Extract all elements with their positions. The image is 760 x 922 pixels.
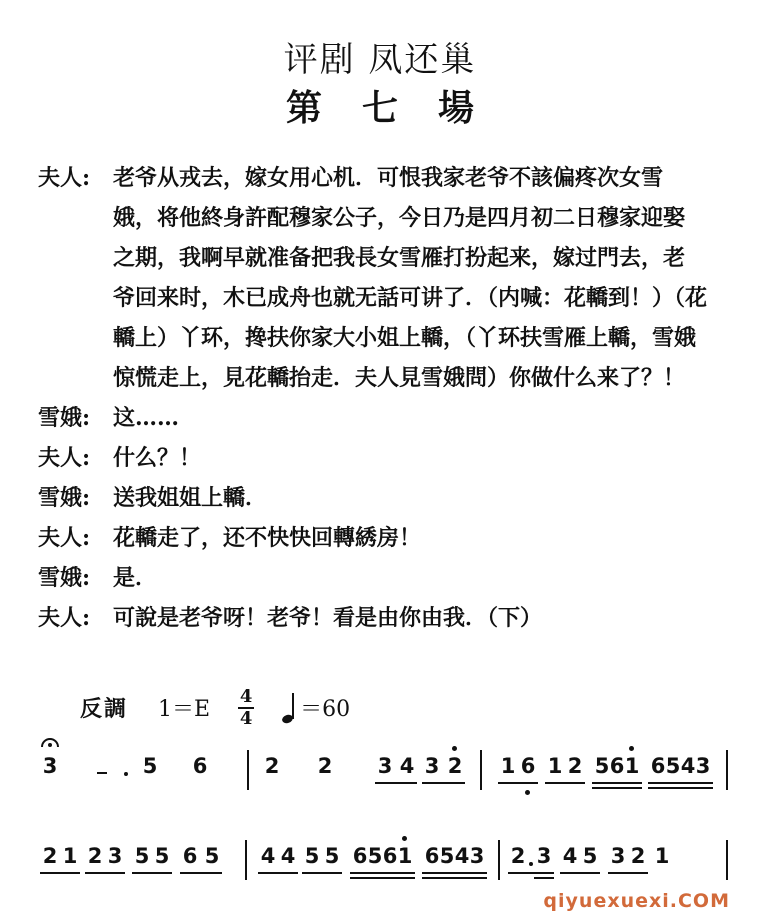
beam-line — [592, 787, 642, 789]
notation-note: 1 — [500, 754, 516, 778]
octave-dot — [402, 836, 407, 841]
speaker-label: 雪娥: — [38, 405, 91, 431]
beam-line — [40, 872, 80, 874]
beam-line — [648, 787, 713, 789]
time-denominator: 4 — [239, 707, 253, 729]
beam-line — [350, 877, 415, 879]
octave-dot — [525, 790, 530, 795]
notation-note: 5 — [367, 844, 383, 868]
notation-note: 2 — [317, 754, 333, 778]
time-numerator: 4 — [239, 685, 253, 707]
augmentation-dot — [124, 772, 128, 776]
dialogue-line — [38, 318, 738, 358]
augmentation-dot — [529, 862, 533, 866]
notation-note: 5 — [439, 844, 455, 868]
dialogue-text: 轎上）丫环，搀扶你家大小姐上轎，（丫环扶雪雁上轎，雪娥 — [113, 325, 697, 351]
barline — [245, 840, 247, 880]
notation-note: 1 — [547, 754, 563, 778]
notation-note: 6 — [352, 844, 368, 868]
notation-note: 4 — [399, 754, 415, 778]
beam-line — [258, 872, 298, 874]
notation-note: 5 — [134, 844, 150, 868]
dialogue-text: 惊慌走上，見花轎抬走．夫人見雪娥問）你做什么来了？！ — [113, 365, 686, 391]
quarter-note-icon — [282, 693, 296, 723]
beam-line — [508, 872, 554, 874]
notation-note: 1 — [654, 844, 670, 868]
notation-note: 2 — [447, 754, 463, 778]
notation-note: 4 — [260, 844, 276, 868]
beam-line — [592, 782, 642, 784]
dialogue-line — [38, 198, 738, 238]
beam-line — [498, 782, 538, 784]
notation-note: 3 — [424, 754, 440, 778]
notation-note: 3 — [469, 844, 485, 868]
dialogue-text: 什么？！ — [113, 445, 202, 471]
notation-note: 4 — [454, 844, 470, 868]
speaker-label: 夫人: — [38, 605, 91, 631]
dialogue-line — [38, 278, 738, 318]
notation-note: 1 — [397, 844, 413, 868]
dialogue-line — [38, 398, 738, 438]
speaker-label: 雪娥: — [38, 565, 91, 591]
notation-note: 6 — [424, 844, 440, 868]
notation-note: 4 — [562, 844, 578, 868]
dialogue-line — [38, 358, 738, 398]
notation-note: 6 — [192, 754, 208, 778]
notation-note: 6 — [382, 844, 398, 868]
mode-label: 反調 — [80, 696, 129, 722]
notation-note: 2 — [264, 754, 280, 778]
fermata-icon — [41, 736, 59, 748]
notation-note: 5 — [594, 754, 610, 778]
notation-note: 6 — [650, 754, 666, 778]
octave-dot — [452, 746, 457, 751]
beam-line — [422, 877, 487, 879]
beam-line — [422, 872, 487, 874]
dialogue-text: 娥，将他終身許配穆家公子，今日乃是四月初二日穆家迎娶 — [113, 205, 686, 231]
notation-note: 6 — [520, 754, 536, 778]
dialogue-text: 爷回来时，木已成舟也就无話可讲了．（内喊：花轎到！）（花 — [113, 285, 708, 311]
notation-note: 5 — [324, 844, 340, 868]
dialogue-line — [38, 478, 738, 518]
beam-line — [180, 872, 222, 874]
dialogue-line — [38, 158, 738, 198]
notation-note: 3 — [610, 844, 626, 868]
beam-line — [608, 872, 648, 874]
notation-dash — [97, 772, 107, 774]
time-signature — [238, 685, 254, 729]
speaker-label: 夫人: — [38, 525, 91, 551]
notation-note: 6 — [182, 844, 198, 868]
barline — [480, 750, 482, 790]
notation-note: 2 — [42, 844, 58, 868]
notation-note: 2 — [87, 844, 103, 868]
beam-line — [302, 872, 342, 874]
notation-note: 6 — [609, 754, 625, 778]
script-body — [38, 158, 738, 638]
notation-note: 3 — [536, 844, 552, 868]
notation-note: 5 — [204, 844, 220, 868]
key-signature — [80, 685, 350, 730]
tempo-label: ＝60 — [300, 697, 351, 722]
notation-note: 5 — [154, 844, 170, 868]
notation-note: 5 — [142, 754, 158, 778]
barline — [498, 840, 500, 880]
barline — [726, 840, 728, 880]
tonic-label: 1＝E — [158, 697, 211, 722]
notation-note: 5 — [304, 844, 320, 868]
notation-note: 4 — [680, 754, 696, 778]
notation-note: 1 — [624, 754, 640, 778]
notation-row — [40, 832, 730, 892]
speaker-label: 夫人: — [38, 165, 91, 191]
dialogue-text: 送我姐姐上轎． — [113, 485, 268, 511]
octave-dot — [629, 746, 634, 751]
notation-note: 5 — [582, 844, 598, 868]
notation-note: 3 — [695, 754, 711, 778]
notation-note: 1 — [62, 844, 78, 868]
beam-line — [85, 872, 125, 874]
notation-note: 2 — [510, 844, 526, 868]
beam-line — [545, 782, 585, 784]
barline — [726, 750, 728, 790]
dialogue-text: 这…… — [113, 405, 180, 431]
notation-note: 3 — [377, 754, 393, 778]
dialogue-text: 之期，我啊早就准备把我長女雪雁打扮起来，嫁过門去，老 — [113, 245, 686, 271]
notation-note: 4 — [280, 844, 296, 868]
barline — [247, 750, 249, 790]
dialogue-line — [38, 438, 738, 478]
dialogue-text: 老爷从戎去，嫁女用心机．可恨我家老爷不該偏疼次女雪 — [113, 165, 664, 191]
notation-note: 5 — [665, 754, 681, 778]
dialogue-line — [38, 238, 738, 278]
dialogue-text: 可說是老爷呀！老爷！看是由你由我．（下） — [113, 605, 543, 631]
dialogue-line — [38, 518, 738, 558]
beam-line — [534, 877, 554, 879]
dialogue-line — [38, 598, 738, 638]
notation-note: 3 — [42, 754, 58, 778]
scene-title: 第七場 — [285, 87, 514, 129]
notation-note: 3 — [107, 844, 123, 868]
beam-line — [422, 782, 465, 784]
dialogue-line — [38, 558, 738, 598]
dialogue-text: 是． — [113, 565, 158, 591]
beam-line — [375, 782, 417, 784]
beam-line — [132, 872, 172, 874]
notation-note: 2 — [630, 844, 646, 868]
notation-note: 2 — [567, 754, 583, 778]
page-title: 评剧 凤还巢 — [283, 40, 477, 80]
speaker-label: 夫人: — [38, 445, 91, 471]
beam-line — [560, 872, 600, 874]
notation-row — [40, 742, 730, 802]
watermark-text: qiyuexuexi.COM — [543, 890, 730, 912]
dialogue-text: 花轎走了，还不快快回轉綉房！ — [113, 525, 422, 551]
beam-line — [648, 782, 713, 784]
speaker-label: 雪娥: — [38, 485, 91, 511]
beam-line — [350, 872, 415, 874]
